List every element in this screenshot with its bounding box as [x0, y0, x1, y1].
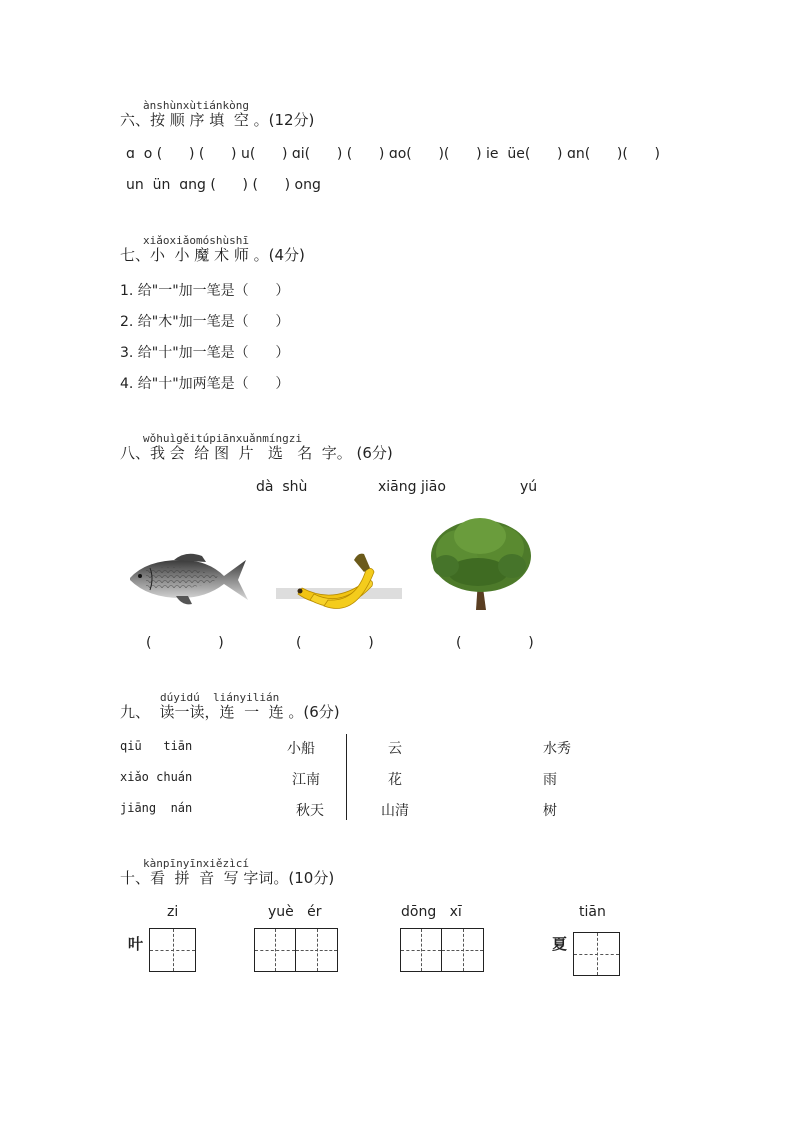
tree-image [428, 514, 534, 612]
s8-label-tree: dà shù [256, 479, 308, 495]
s8-title: 八、我 会 给 图 片 选 名 字。 (6分) [120, 444, 393, 462]
s10-pinyin: kànpīnyīnxiězìcí [143, 857, 249, 870]
s10-prefix-ye: 叶 [128, 935, 144, 953]
s9-pinyin-1: qiū tiān [120, 739, 193, 753]
s9-word-yu[interactable]: 雨 [543, 772, 557, 788]
s10-box-tian[interactable] [573, 932, 620, 976]
s9-word-shuixiu[interactable]: 水秀 [543, 741, 571, 757]
s8-label-banana: xiāng jiāo [378, 479, 446, 495]
s6-title: 六、按 顺 序 填 空 。(12分) [120, 111, 315, 129]
s9-word-shanqing[interactable]: 山清 [381, 803, 409, 819]
s7-item-3: 3. 给"十"加一笔是（ ） [120, 345, 290, 361]
s9-word-yun[interactable]: 云 [388, 741, 402, 757]
s9-word-qiutian[interactable]: 秋天 [296, 803, 324, 819]
s10-pinyin-tian: tiān [579, 904, 606, 920]
banana-image [276, 548, 404, 616]
s10-title: 十、看 拼 音 写 字词。(10分) [120, 869, 335, 887]
s9-divider [346, 734, 347, 820]
s9-pinyin: dúyidú liányilián [160, 691, 280, 704]
s10-pinyin-yueer: yuè ér [268, 904, 322, 920]
s10-box-dongxi[interactable] [400, 928, 484, 972]
s6-pinyin: ànshùnxùtiánkòng [143, 99, 249, 112]
s6-row2: un ün ɑng ( ) ( ) ong [126, 177, 321, 193]
s10-prefix-xia: 夏 [552, 935, 568, 953]
s10-box-zi[interactable] [149, 928, 196, 972]
s7-item-2: 2. 给"木"加一笔是（ ） [120, 314, 290, 330]
s8-blank-fish[interactable]: ( ) [146, 635, 224, 651]
s10-box-yueer[interactable] [254, 928, 338, 972]
s7-item-1: 1. 给"一"加一笔是（ ） [120, 283, 290, 299]
s9-word-xiaochuan[interactable]: 小船 [287, 741, 315, 757]
s7-title: 七、小 小 魔 术 师 。(4分) [120, 246, 305, 264]
s8-label-fish: yú [520, 479, 538, 495]
s9-pinyin-2: xiǎo chuán [120, 770, 193, 784]
s9-pinyin-3: jiāng nán [120, 801, 193, 815]
s10-pinyin-zi: zi [167, 904, 179, 920]
s10-pinyin-dongxi: dōng xī [401, 904, 462, 920]
s9-word-shu[interactable]: 树 [543, 803, 557, 819]
s9-word-hua[interactable]: 花 [388, 772, 402, 788]
s9-title: 九、 读一读，连 一 连 。(6分) [120, 703, 340, 721]
s7-pinyin: xiǎoxiǎomóshùshī [143, 234, 249, 247]
s7-item-4: 4. 给"十"加两笔是（ ） [120, 376, 290, 392]
fish-image [126, 548, 250, 610]
s8-blank-banana[interactable]: ( ) [296, 635, 374, 651]
s6-row1: ɑ o ( ) ( ) u( ) ɑi( ) ( ) ɑo( )( ) ie üe( ) ɑn( )( ) [126, 146, 660, 162]
s8-pinyin: wǒhuìgěitúpiānxuǎnmíngzi [143, 432, 302, 445]
s9-word-jiangnan[interactable]: 江南 [292, 772, 320, 788]
s8-blank-tree[interactable]: ( ) [456, 635, 534, 651]
